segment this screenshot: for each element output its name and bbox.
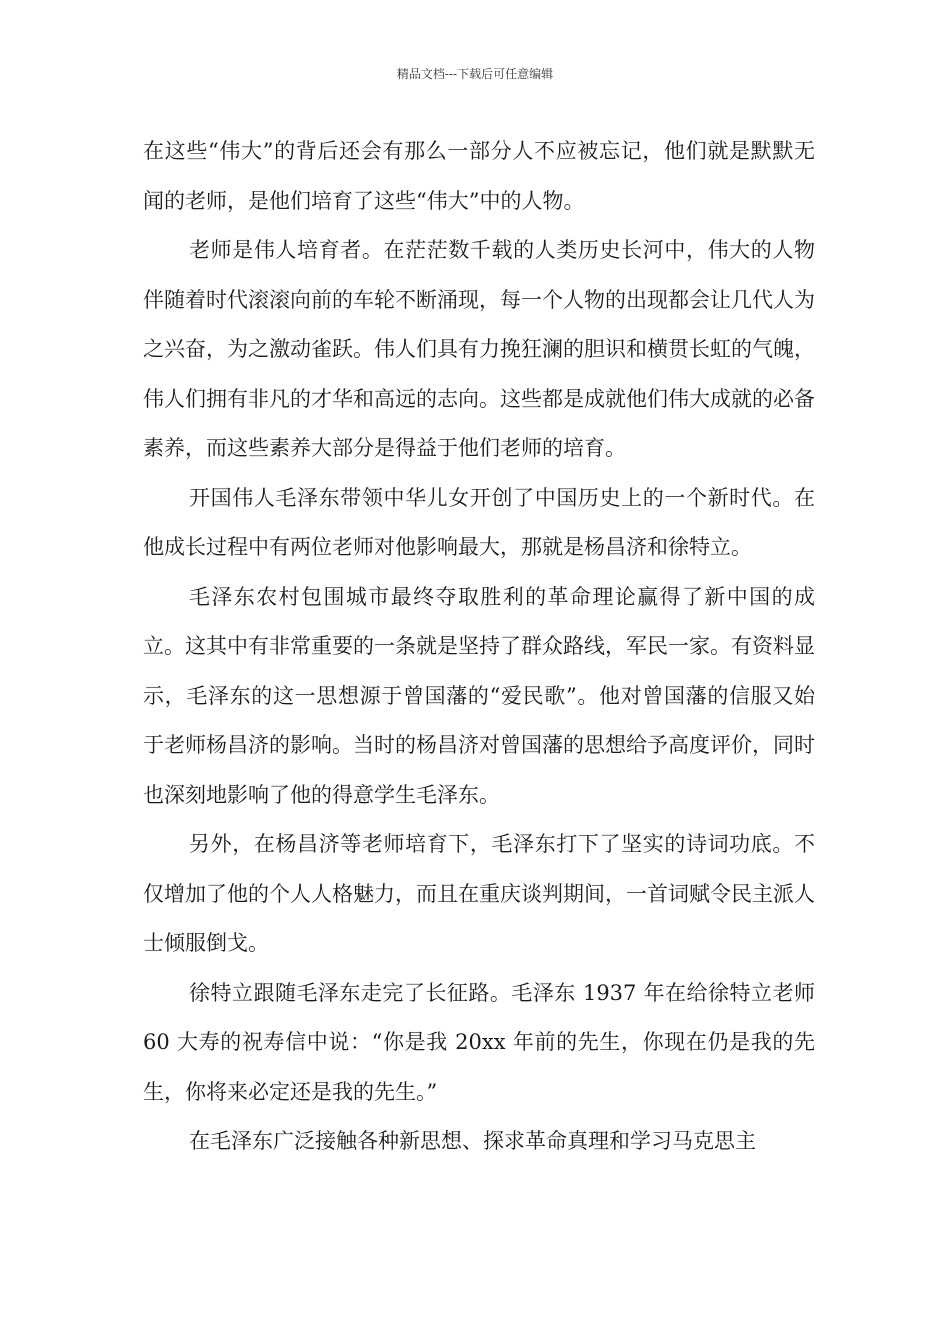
page-header: 精品文档---下载后可任意编辑 <box>396 67 554 81</box>
paragraph-2: 老师是伟人培育者。在茫茫数千载的人类历史长河中，伟大的人物伴随着时代滚滚向前的车轮不断涌现，每一个人物的出现都会让几代人为之兴奋，为之激动雀跃。伟人们具有力挽狂澜的胆识和横贯长虹的气魄，伟人们拥有非凡的才华和高远的志向。这些都是成就他们伟大成就的必备素养，而这些素养大部分是得益于他们老师的培育。 <box>143 238 815 460</box>
paragraph-3: 开国伟人毛泽东带领中华儿女开创了中国历史上的一个新时代。在他成长过程中有两位老师对他影响最大，那就是杨昌济和徐特立。 <box>143 485 815 559</box>
paragraph-5: 另外，在杨昌济等老师培育下，毛泽东打下了坚实的诗词功底。不仅增加了他的个人人格魅力，而且在重庆谈判期间，一首词赋令民主派人士倾服倒戈。 <box>143 832 815 955</box>
paragraph-4: 毛泽东农村包围城市最终夺取胜利的革命理论赢得了新中国的成立。这其中有非常重要的一条就是坚持了群众路线，军民一家。有资料显示，毛泽东的这一思想源于曾国藩的“爱民歌”。他对曾国藩的信服又始于老师杨昌济的影响。当时的杨昌济对曾国藩的思想给予高度评价，同时也深刻地影响了他的得意学生毛泽东。 <box>143 584 815 807</box>
document-body <box>143 127 815 1167</box>
paragraph-6: 徐特立跟随毛泽东走完了长征路。毛泽东 1937 年在给徐特立老师 60 大寿的祝寿信中说：“你是我 20xx 年前的先生，你现在仍是我的先生，你将来必定还是我的先生。” <box>143 980 815 1104</box>
paragraph-1: 在这些“伟大”的背后还会有那么一部分人不应被忘记，他们就是默默无闻的老师，是他们培育了这些“伟大”中的人物。 <box>143 139 815 213</box>
paragraph-7: 在毛泽东广泛接触各种新思想、探求革命真理和学习马克思主 <box>189 1129 756 1153</box>
